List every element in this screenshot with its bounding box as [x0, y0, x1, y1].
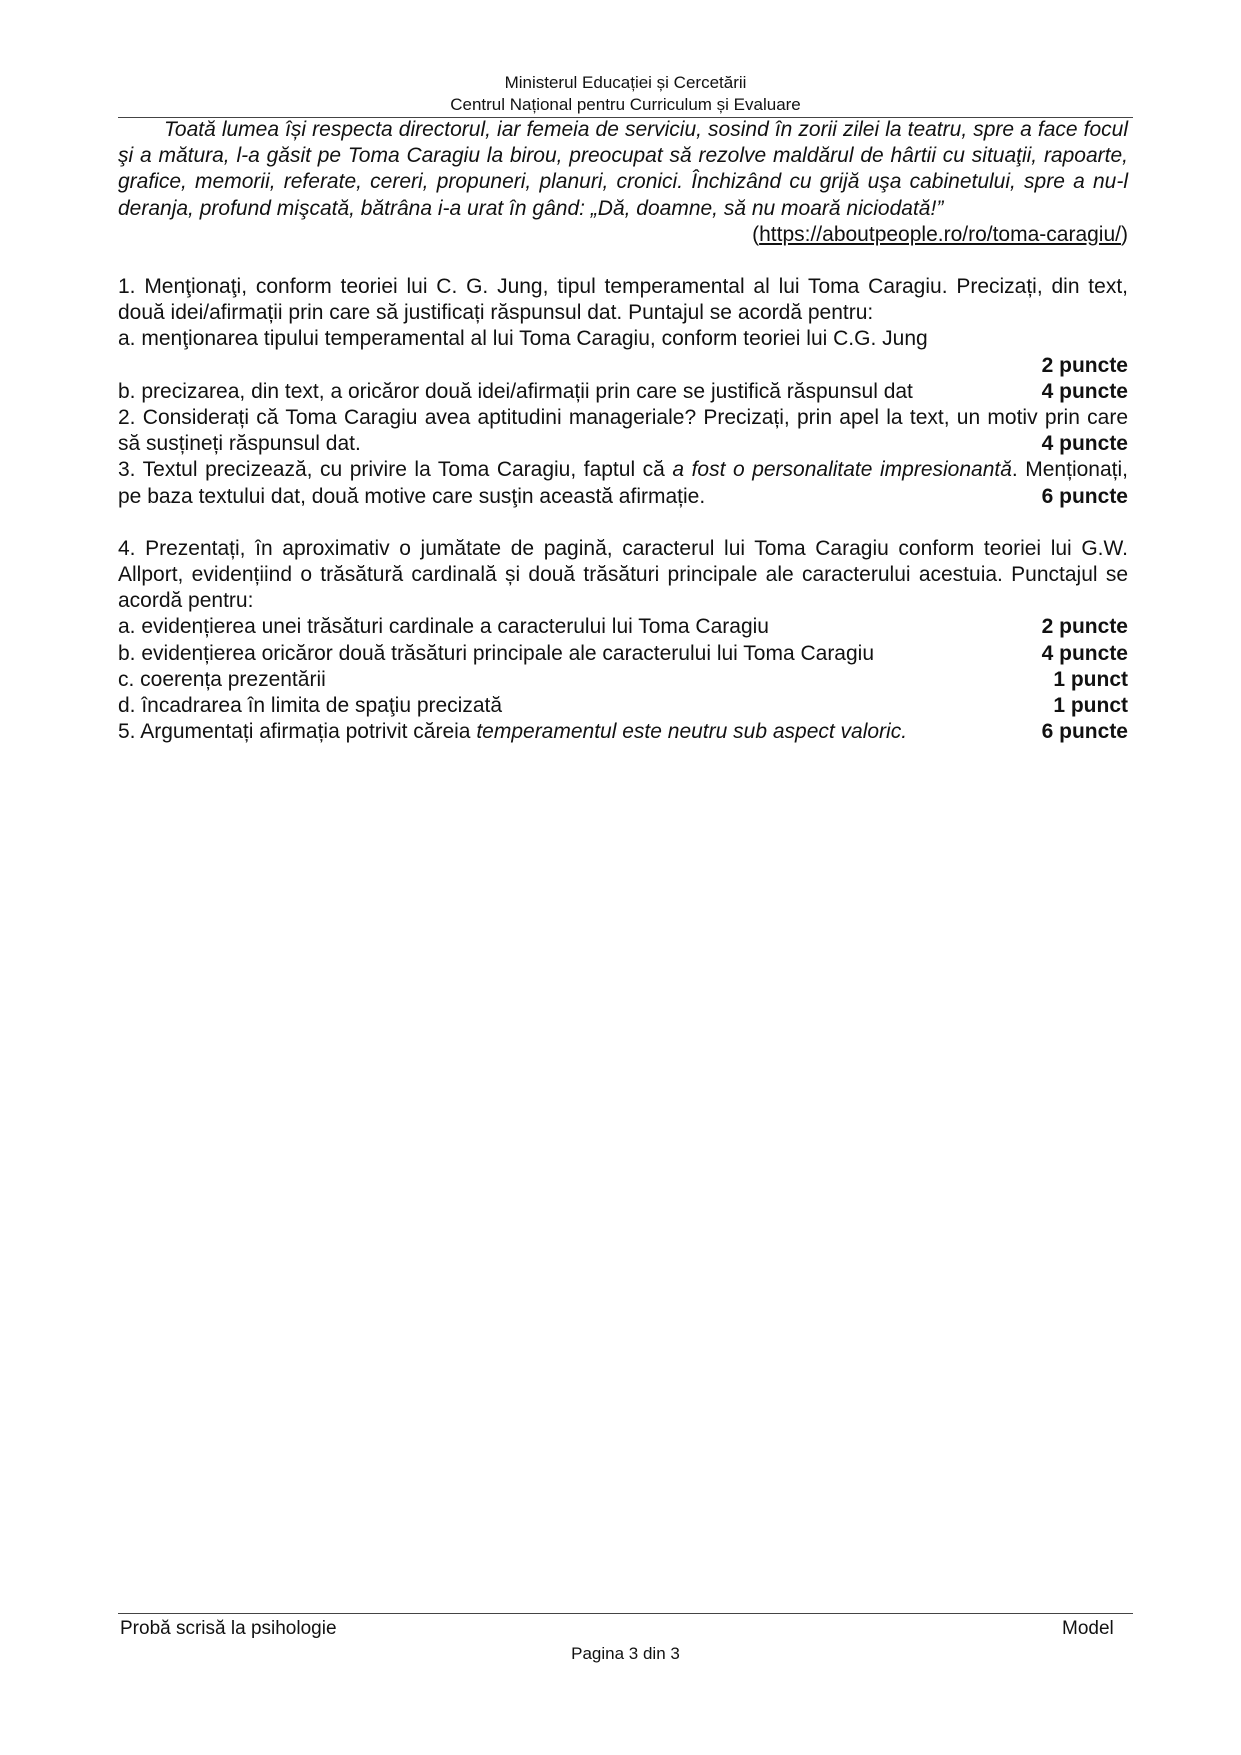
footer-page-number: Pagina 3 din 3 [571, 1644, 680, 1663]
q4-item-c-row [118, 667, 1128, 693]
spacer [118, 510, 1128, 536]
footer-model-label: Model [1062, 1618, 1114, 1639]
page-header [118, 72, 1133, 116]
q1-item-a-points: 2 puncte [1041, 353, 1128, 377]
q1-item-a: a. menţionarea tipului temperamental al lui Toma Caragiu, conform teoriei lui C.G. Jung [118, 327, 928, 351]
q4-item-b-row [118, 641, 1128, 667]
source-link[interactable]: https://aboutpeople.ro/ro/toma-caragiu/ [759, 222, 1121, 246]
q1-prompt: 1. Menţionaţi, conform teoriei lui C. G. Jung, tipul temperamental al lui Toma Caragiu. Precizați, din text, două idei/afirmații prin care să justificați răspunsul dat. Puntajul se acordă pentru: [118, 275, 1128, 325]
q1-item-b: b. precizarea, din text, a oricăror două idei/afirmații prin care se justifică răspunsul dat [118, 379, 913, 403]
q2-row [118, 405, 1128, 457]
q4-item-a-points: 2 puncte [1041, 615, 1128, 639]
q4-item-c: c. coerența prezentării [118, 667, 326, 691]
q3-prompt: 3. Textul precizează, cu privire la Toma Caragiu, faptul că a fost o personalitate impresionantă. Menționați, pe baza textului dat, două motive care susţin această afirmație. 6 puncte [118, 457, 1128, 509]
q4-item-b: b. evidențierea oricăror două trăsături principale ale caracterului lui Toma Caragiu [118, 641, 875, 665]
q2-points: 4 puncte [1041, 432, 1128, 456]
q3-points: 6 puncte [1041, 484, 1128, 508]
header-center: Centrul Național pentru Curriculum și Evaluare [450, 95, 801, 114]
q4-item-c-points: 1 punct [1053, 667, 1128, 691]
footer-divider [118, 1613, 1133, 1614]
q3-row [118, 457, 1128, 509]
q2-prompt: 2. Considerați că Toma Caragiu avea aptitudini manageriale? Precizați, prin apel la text, un motiv prin care să susțineți răspunsul dat. 4 puncte [118, 405, 1128, 457]
q4-item-d-row [118, 693, 1128, 719]
q5-points: 6 puncte [1041, 720, 1128, 744]
q5-row [118, 719, 1128, 745]
exam-content [118, 117, 1128, 745]
q4-item-b-points: 4 puncte [1041, 641, 1128, 665]
q1-item-b-points: 4 puncte [1041, 379, 1128, 403]
q4-item-a: a. evidențierea unei trăsături cardinale a caracterului lui Toma Caragiu [118, 615, 769, 639]
quote-text: Toată lumea își respecta directorul, iar femeia de serviciu, sosind în zorii zilei la teatru, spre a face focul şi a mătura, l-a găsit pe Toma Caragiu la birou, preocupat să rezolve maldărul de hârtii cu situaţii, rapoarte, grafice, memorii, referate, cereri, propuneri, planuri, cronici. Închizând cu grijă uşa cabinetului, spre a nu-l deranja, profund mişcată, bătrâna i-a urat în gând: „Dă, doamne, să nu moară niciodată!” [118, 118, 1128, 220]
q4-item-d-points: 1 punct [1053, 694, 1128, 718]
q4-item-d: d. încadrarea în limita de spaţiu precizată [118, 694, 503, 718]
q4-prompt: 4. Prezentați, în aproximativ o jumătate de pagină, caracterul lui Toma Caragiu conform teoriei lui G.W. Allport, evidențiind o trăsătură cardinală și două trăsături principale ale caracterului acestuia. Punctajul se acordă pentru: [118, 536, 1128, 613]
header-ministry: Ministerul Educației și Cercetării [504, 73, 747, 92]
q1-item-b-row [118, 379, 1128, 405]
footer-exam-title: Probă scrisă la psihologie [120, 1618, 337, 1639]
q4-item-a-row [118, 614, 1128, 640]
quote-source: (https://aboutpeople.ro/ro/toma-caragiu/) [752, 222, 1128, 246]
spacer [118, 248, 1128, 274]
q5-prompt: 5. Argumentați afirmația potrivit căreia temperamentul este neutru sub aspect valoric. [118, 720, 908, 744]
